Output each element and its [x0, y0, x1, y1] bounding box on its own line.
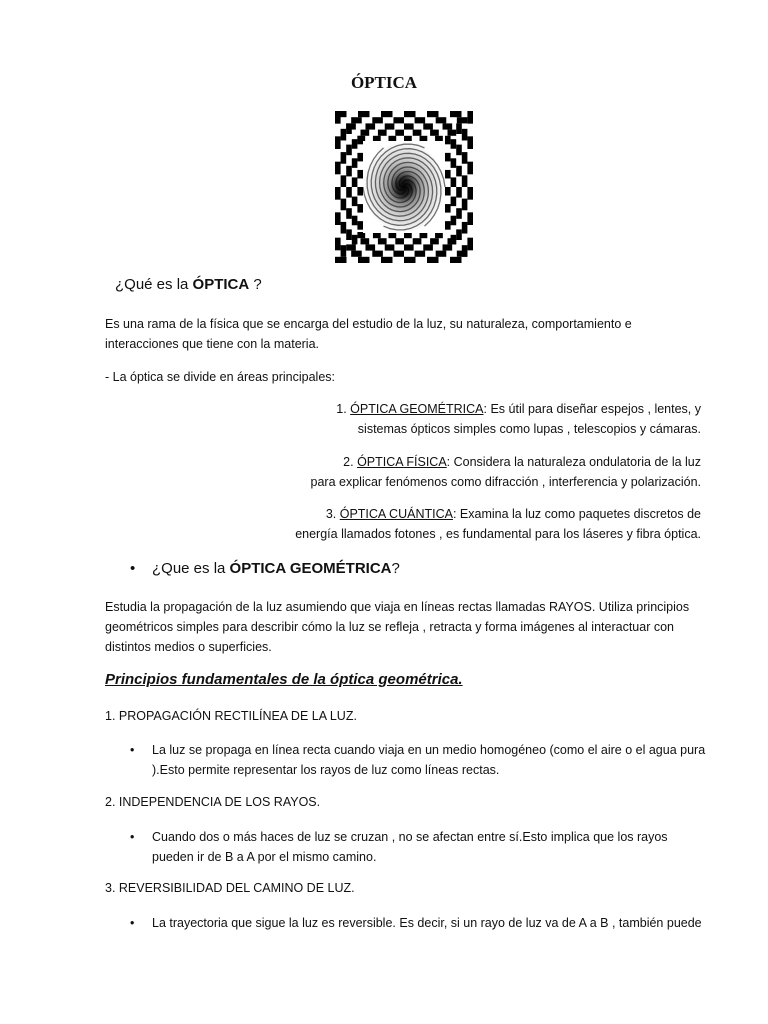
area-name: ÓPTICA FÍSICA: [357, 455, 447, 469]
principle-bullet: • La trayectoria que sigue la luz es reversible. Es decir, si un rayo de luz va de A a B , también puede: [130, 913, 710, 933]
principle-bullet: • Cuando dos o más haces de luz se cruzan , no se afectan entre sí.Esto implica que los rayos pueden ir de B a A por el mismo camino.: [130, 827, 710, 867]
principle-title: 1. PROPAGACIÓN RECTILÍNEA DE LA LUZ.: [105, 709, 357, 723]
question-what-is-optics: ¿Qué es la ÓPTICA ?: [115, 276, 262, 293]
principle-title: 3. REVERSIBILIDAD DEL CAMINO DE LUZ.: [105, 881, 355, 895]
bullet: •: [130, 743, 135, 757]
area-quantum-optics: 3. ÓPTICA CUÁNTICA: Examina la luz como paquetes discretos de energía llamados fotones , es fundamental para los láseres y fibra óptica.: [295, 507, 701, 541]
area-name: ÓPTICA GEOMÉTRICA: [350, 402, 484, 416]
geometric-optics-description: Estudia la propagación de la luz asumiendo que viaja en líneas rectas llamadas RAYOS. Utiliza principios geométricos simples para describir cómo la luz se refleja , retracta y forma imágenes al interactuar con distintos medios o superficies.: [105, 600, 690, 654]
bullet: •: [130, 916, 135, 930]
areas-intro: - La óptica se divide en áreas principales:: [105, 370, 335, 384]
bullet: •: [130, 830, 135, 844]
area-geometric-optics: 1. ÓPTICA GEOMÉTRICA: Es útil para diseñar espejos , lentes, y sistemas ópticos simples como lupas , telescopios y cámaras.: [336, 402, 701, 436]
optical-illusion-image: [335, 111, 473, 263]
page-title: ÓPTICA: [350, 73, 418, 92]
bullet: •: [130, 560, 136, 577]
principle-title: 2. INDEPENDENCIA DE LOS RAYOS.: [105, 795, 321, 809]
principles-heading: Principios fundamentales de la óptica geométrica.: [105, 671, 463, 688]
area-name: ÓPTICA CUÁNTICA: [339, 507, 453, 521]
intro-paragraph: Es una rama de la física que se encarga del estudio de la luz, su naturaleza, comportamiento e interacciones que tiene con la materia.: [105, 317, 632, 351]
question-geometric-optics: • ¿Que es la ÓPTICA GEOMÉTRICA?: [130, 560, 400, 577]
area-physical-optics: 2. ÓPTICA FÍSICA: Considera la naturaleza ondulatoria de la luz para explicar fenómenos como difracción , interferencia y polarización.: [310, 455, 701, 489]
principle-bullet: • La luz se propaga en línea recta cuando viaja en un medio homogéneo (como el aire o el agua pura ).Esto permite representar los rayos de luz como líneas rectas.: [130, 740, 710, 780]
